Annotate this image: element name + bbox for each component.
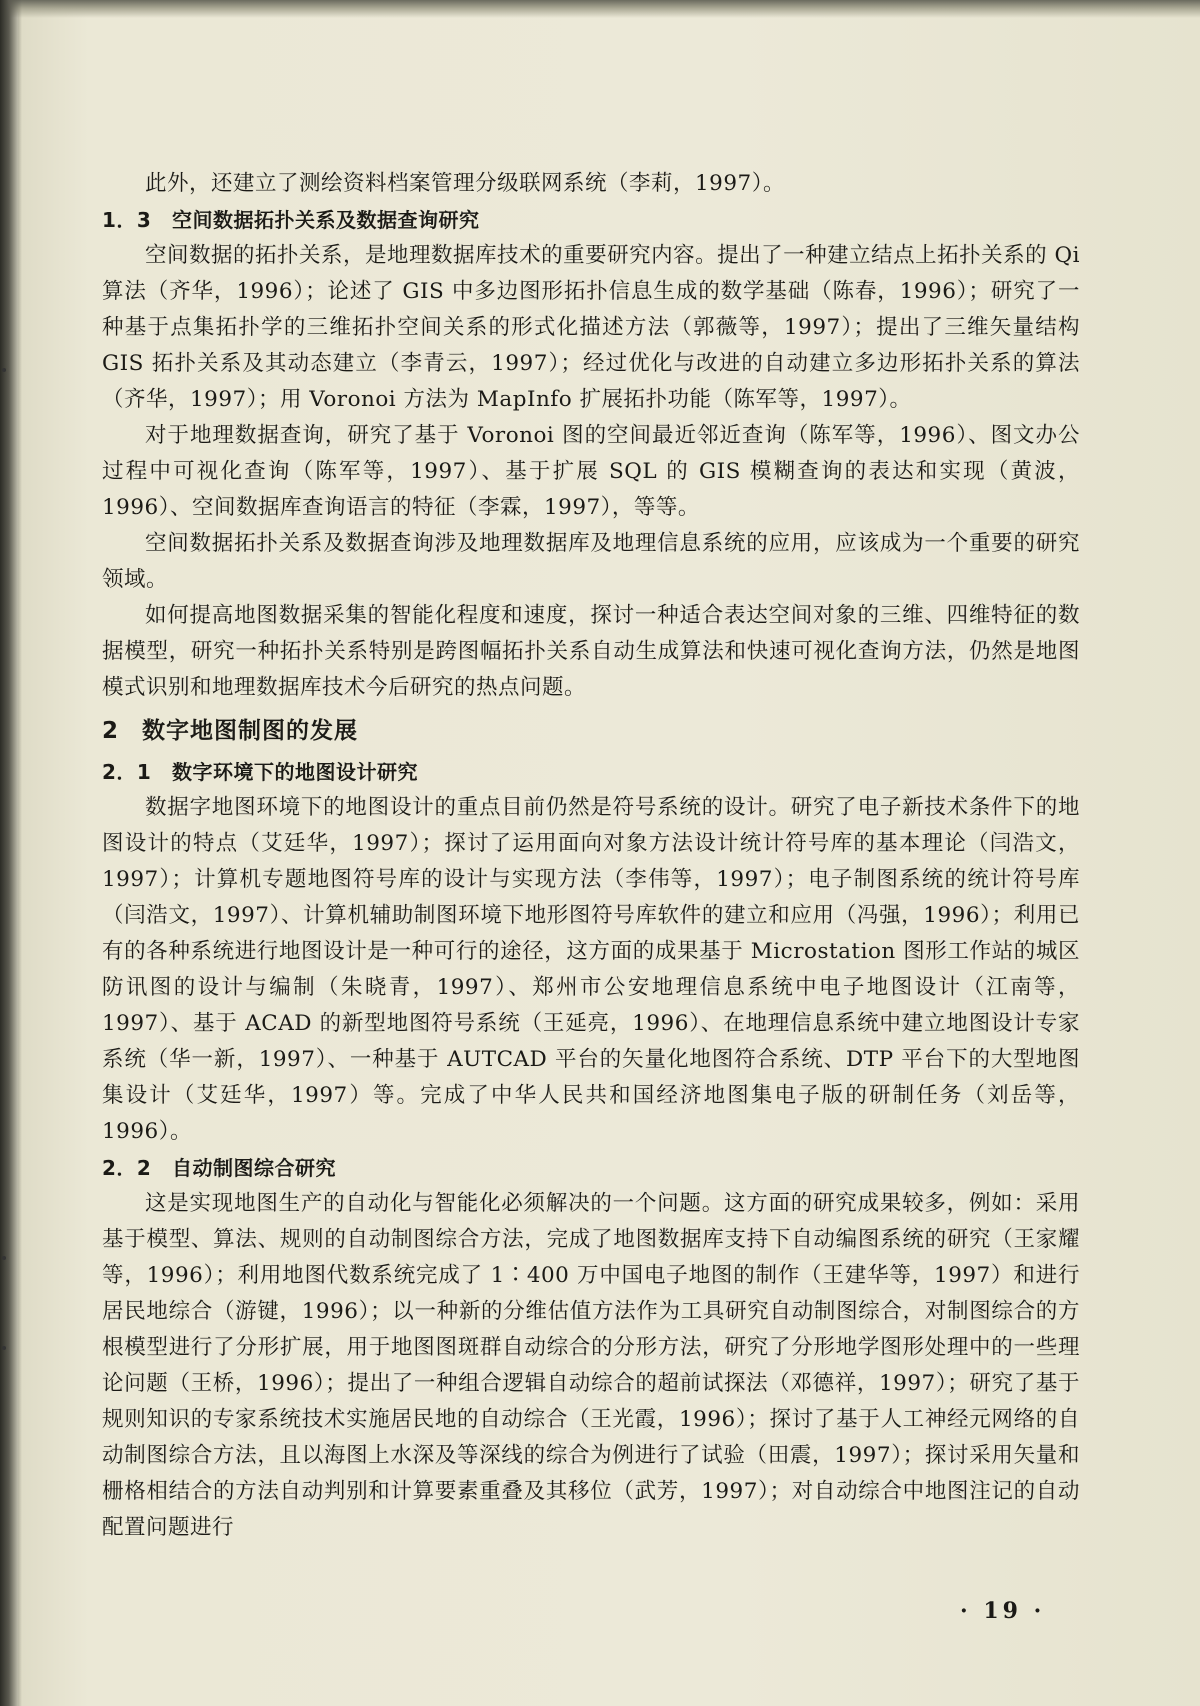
section-number: 2．2	[102, 1156, 152, 1180]
page-number: · 19 ·	[960, 1598, 1046, 1624]
section-title: 空间数据拓扑关系及数据查询研究	[172, 208, 480, 232]
section-title: 自动制图综合研究	[172, 1156, 336, 1180]
paragraph: 此外，还建立了测绘资料档案管理分级联网系统（李莉，1997）。	[145, 171, 785, 196]
section-heading-1-3	[102, 202, 1080, 238]
section-title: 数字地图制图的发展	[142, 718, 358, 744]
section-heading-2-1	[102, 754, 1080, 790]
paragraph: 这是实现地图生产的自动化与智能化必须解决的一个问题。这方面的研究成果较多，例如：采用基于模型、算法、规则的自动制图综合方法，完成了地图数据库支持下自动编图系统的研究（王家耀等，1996）；利用地图代数系统完成了 1∶400 万中国电子地图的制作（王建华等，1997）和进行居民地综合（游键，1996）；以一种新的分维估值方法作为工具研究自动制图综合，对制图综合的方根模型进行了分形扩展，用于地图图斑群自动综合的分形方法，研究了分形地学图形处理中的一些理论问题（王桥，1996）；提出了一种组合逻辑自动综合的超前试探法（邓德祥，1997）；研究了基于规则知识的专家系统技术实施居民地的自动综合（王光霞，1996）；探讨了基于人工神经元网络的自动制图综合方法，且以海图上水深及等深线的综合为例进行了试验（田震，1997）；探讨采用矢量和栅格相结合的方法自动判别和计算要素重叠及其移位（武芳，1997）；对自动综合中地图注记的自动配置问题进行	[102, 1191, 1080, 1540]
section-heading-2-2	[102, 1150, 1080, 1186]
section-number: 2	[102, 718, 120, 744]
body-text	[102, 166, 1080, 1546]
section-number: 1．3	[102, 208, 152, 232]
scan-top-edge	[0, 0, 1200, 18]
paragraph: 数据字地图环境下的地图设计的重点目前仍然是符号系统的设计。研究了电子新技术条件下的地图设计的特点（艾廷华，1997）；探讨了运用面向对象方法设计统计符号库的基本理论（闫浩文，1997）；计算机专题地图符号库的设计与实现方法（李伟等，1997）；电子制图系统的统计符号库（闫浩文，1997）、计算机辅助制图环境下地形图符号库软件的建立和应用（冯强，1996）；利用已有的各种系统进行地图设计是一种可行的途径，这方面的成果基于 Microstation 图形工作站的城区防讯图的设计与编制（朱晓青，1997）、郑州市公安地理信息系统中电子地图设计（江南等，1997）、基于 ACAD 的新型地图符号系统（王延亮，1996）、在地理信息系统中建立地图设计专家系统（华一新，1997）、一种基于 AUTCAD 平台的矢量化地图符合系统、DTP 平台下的大型地图集设计（艾廷华，1997）等。完成了中华人民共和国经济地图集电子版的研制任务（刘岳等，1996）。	[102, 795, 1080, 1144]
section-title: 数字环境下的地图设计研究	[172, 760, 418, 784]
paragraph: 空间数据的拓扑关系，是地理数据库技术的重要研究内容。提出了一种建立结点上拓扑关系的 Qi 算法（齐华，1996）；论述了 GIS 中多边图形拓扑信息生成的数学基础（陈春，1996）；研究了一种基于点集拓扑学的三维拓扑空间关系的形式化描述方法（郭薇等，1997）；提出了三维矢量结构 GIS 拓扑关系及其动态建立（李青云，1997）；经过优化与改进的自动建立多边形拓扑关系的算法（齐华，1997）；用 Voronoi 方法为 MapInfo 扩展拓扑功能（陈军等，1997）。	[102, 243, 1080, 412]
paragraph: 如何提高地图数据采集的智能化程度和速度，探讨一种适合表达空间对象的三维、四维特征的数据模型，研究一种拓扑关系特别是跨图幅拓扑关系自动生成算法和快速可视化查询方法，仍然是地图模式识别和地理数据库技术今后研究的热点问题。	[102, 603, 1080, 700]
scan-left-edge	[0, 0, 22, 1706]
section-heading-2	[102, 710, 1080, 752]
paragraph: 对于地理数据查询，研究了基于 Voronoi 图的空间最近邻近查询（陈军等，1996）、图文办公过程中可视化查询（陈军等，1997）、基于扩展 SQL 的 GIS 模糊查询的表达和实现（黄波，1996）、空间数据库查询语言的特征（李霖，1997），等等。	[102, 423, 1080, 520]
section-number: 2．1	[102, 760, 152, 784]
binding-hole-mark	[2, 368, 6, 372]
binding-hole-mark	[2, 1256, 6, 1260]
paragraph: 空间数据拓扑关系及数据查询涉及地理数据库及地理信息系统的应用，应该成为一个重要的研究领域。	[102, 531, 1080, 592]
binding-hole-mark	[2, 1346, 6, 1350]
